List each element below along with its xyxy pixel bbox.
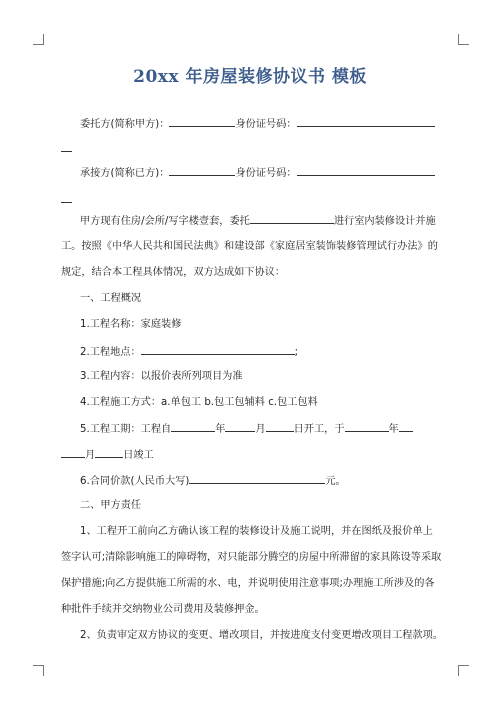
contract-price-line [80, 473, 346, 489]
party-a-duty-1-line-4: 种批件手续并交纳物业公司费用及装修押金。 [61, 604, 265, 615]
end-month-unit: 月 [85, 450, 96, 461]
party-a-continuation-blank [61, 151, 72, 152]
end-year-tail-blank [399, 421, 413, 432]
party-a-id-blank [297, 116, 435, 127]
party-a-label: 委托方(简称甲方)： [80, 119, 170, 130]
start-month-blank [225, 421, 255, 432]
start-text: 日开工，于 [293, 424, 345, 435]
project-period-line [80, 421, 413, 437]
party-a-duty-1-line-3: 保护措施;向乙方提供施工所需的水、电，并说明使用注意事项;办理施工所涉及的各 [61, 578, 435, 589]
crop-mark-top-left [33, 34, 44, 45]
party-b-id-label: 身份证号码： [235, 168, 297, 179]
start-year-blank [171, 421, 215, 432]
price-unit: 元。 [325, 476, 346, 487]
finish-text: 日竣工 [123, 450, 154, 461]
section1-heading: 一、工程概况 [80, 293, 142, 304]
party-b-id-blank [297, 165, 435, 176]
period-label: 5.工程工期：工程自 [80, 424, 172, 435]
price-blank [189, 473, 325, 484]
crop-mark-top-right [458, 34, 469, 45]
crop-mark-bottom-left [33, 665, 44, 676]
location-end: ; [294, 347, 299, 358]
end-year-unit: 年 [388, 424, 399, 435]
party-a-duty-1-line-1: 1、工程开工前向乙方确认该工程的装修设计及施工说明，并在图纸及报价单上 [80, 526, 433, 537]
party-b-line [80, 165, 435, 181]
project-name: 1.工程名称：家庭装修 [80, 319, 182, 330]
section2-heading: 二、甲方责任 [80, 500, 142, 511]
intro-line-1 [80, 213, 436, 229]
intro-text-a: 甲方现有住房/会所/写字楼壹套，委托 [80, 216, 250, 227]
end-day-blank [95, 447, 123, 458]
project-period-line-2 [61, 447, 154, 463]
project-content: 3.工程内容：以报价表所列项目为准 [80, 371, 243, 382]
intro-line-3: 规定，结合本工程具体情况，双方达成如下协议： [61, 267, 286, 278]
end-month-blank [61, 447, 85, 458]
start-day-blank [266, 421, 294, 432]
contractor-blank [250, 213, 334, 224]
party-b-name-blank [169, 165, 235, 176]
end-year-blank [345, 421, 389, 432]
start-month-unit: 月 [255, 424, 266, 435]
party-a-duty-1-line-2: 签字认可;清除影响施工的障碍物，对只能部分腾空的房屋中所滞留的家具陈设等采取 [61, 552, 442, 563]
party-a-id-label: 身份证号码： [235, 119, 297, 130]
party-b-label: 承接方(简称已方)： [80, 168, 170, 179]
crop-mark-bottom-right [458, 665, 469, 676]
start-year-unit: 年 [215, 424, 226, 435]
intro-text-b: 进行室内装修设计并施 [333, 216, 436, 227]
party-b-continuation-blank [61, 202, 72, 203]
party-a-name-blank [169, 116, 235, 127]
location-blank [141, 344, 295, 355]
location-label: 2.工程地点： [80, 347, 141, 358]
price-label: 6.合同价款(人民币大写) [80, 476, 190, 487]
construction-method: 4.工程施工方式：a.单包工 b.包工包辅料 c.包工包料 [80, 397, 318, 408]
party-a-line [80, 116, 435, 132]
party-a-duty-2-line-1: 2、负责审定双方协议的变更、增改项目，并按进度支付变更增改项目工程款项。 [80, 630, 444, 641]
project-location-line [80, 344, 298, 360]
document-title: 20xx 年房屋装修协议书 模板 [133, 67, 367, 87]
intro-line-2: 工。按照《中华人民共和国民法典》和建设部《家庭居室装饰装修管理试行办法》的 [61, 241, 438, 252]
